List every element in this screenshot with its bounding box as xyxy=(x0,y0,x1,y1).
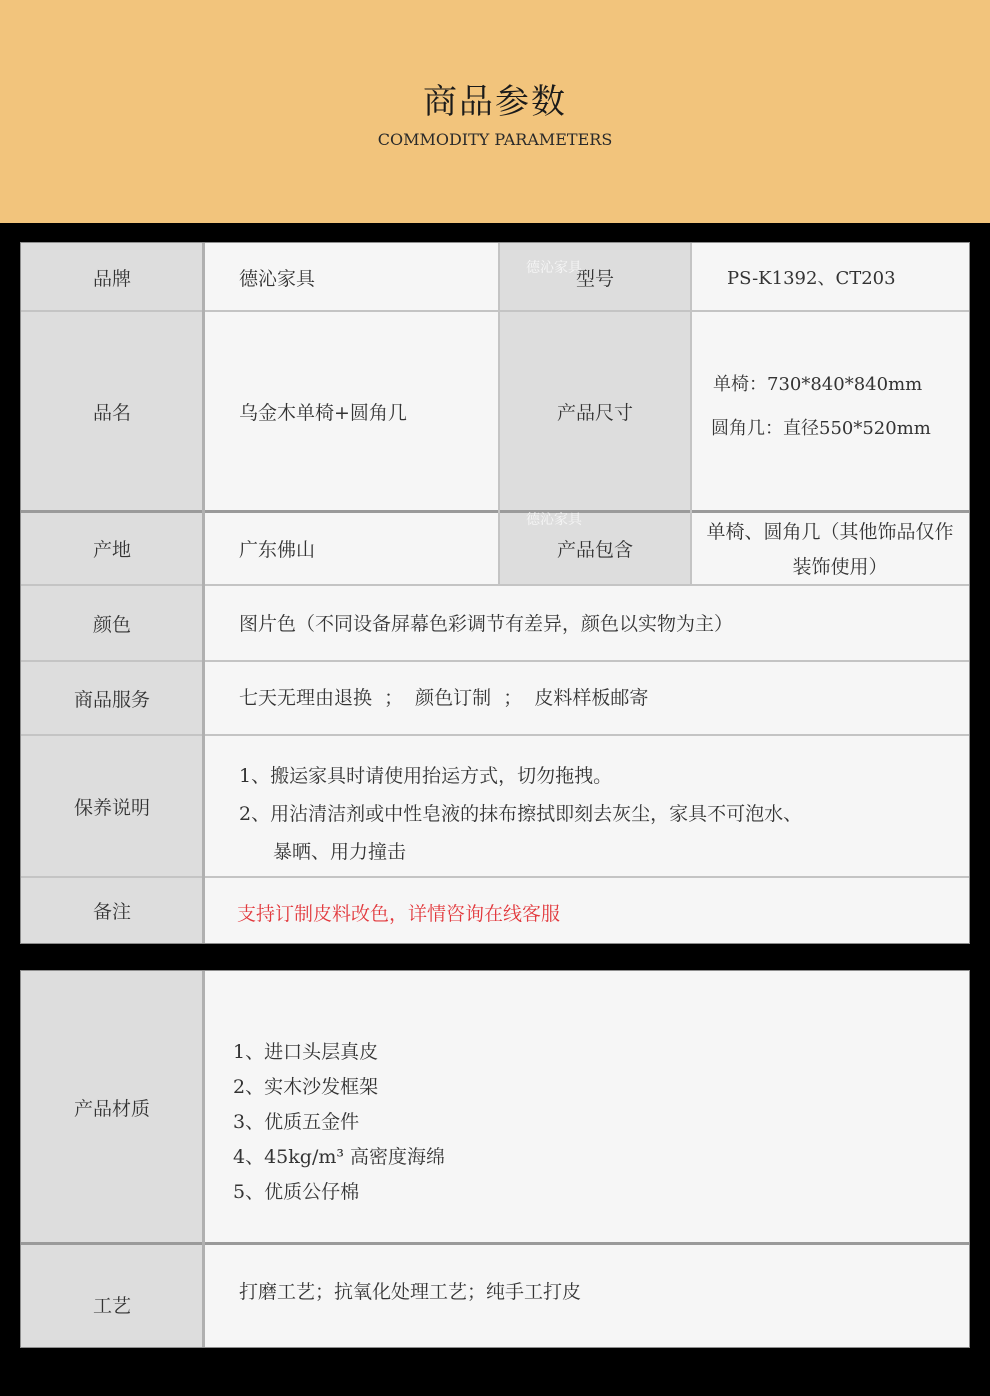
package-line-1: 单椅、圆角几（其他饰品仅作 xyxy=(706,521,954,543)
column-divider xyxy=(202,971,205,1347)
material-list xyxy=(203,971,969,1243)
care-label: 保养说明 xyxy=(21,735,203,877)
craft-label: 工艺 xyxy=(21,1243,203,1347)
row-divider xyxy=(21,876,969,878)
row-divider xyxy=(21,660,969,662)
page-subtitle: COMMODITY PARAMETERS xyxy=(377,130,613,149)
care-line-1: 1、搬运家具时请使用抬运方式，切勿拖拽。 xyxy=(239,765,613,787)
material-label: 产品材质 xyxy=(21,971,203,1243)
row-divider xyxy=(21,584,969,586)
material-item: 2、实木沙发框架 xyxy=(233,1076,379,1098)
color-value: 图片色（不同设备屏幕色彩调节有差异，颜色以实物为主） xyxy=(203,585,969,661)
material-item: 5、优质公仔棉 xyxy=(233,1181,360,1203)
row-divider xyxy=(21,1242,969,1245)
package-label: 产品包含 xyxy=(499,511,691,585)
material-item: 1、进口头层真皮 xyxy=(233,1041,379,1063)
note-value: 支持订制皮料改色，详情咨询在线客服 xyxy=(203,877,969,943)
model-value: PS-K1392、CT203 xyxy=(691,243,969,311)
material-item: 3、优质五金件 xyxy=(233,1111,360,1133)
name-value: 乌金木单椅+圆角几 xyxy=(203,311,499,511)
watermark-text: 德沁家具 xyxy=(526,260,582,276)
origin-label: 产地 xyxy=(21,511,203,585)
size-label: 产品尺寸 xyxy=(499,311,691,511)
parameters-table xyxy=(20,242,970,944)
watermark-text: 德沁家具 xyxy=(526,512,582,528)
note-label: 备注 xyxy=(21,877,203,943)
row-divider xyxy=(21,510,969,513)
craft-value: 打磨工艺；抗氧化处理工艺；纯手工打皮 xyxy=(203,1243,969,1347)
care-line-2: 2、用沾清洁剂或中性皂液的抹布擦拭即刻去灰尘，家具不可泡水、 xyxy=(239,803,803,825)
material-table xyxy=(20,970,970,1348)
model-label: 型号 xyxy=(499,243,691,311)
name-label: 品名 xyxy=(21,311,203,511)
brand-value: 德沁家具 xyxy=(203,243,499,311)
column-divider xyxy=(690,243,692,585)
page-title: 商品参数 xyxy=(423,82,567,122)
origin-value: 广东佛山 xyxy=(203,511,499,585)
material-item: 4、45kg/m³ 高密度海绵 xyxy=(233,1146,446,1168)
care-line-3: 暴晒、用力撞击 xyxy=(273,841,407,863)
row-divider xyxy=(21,310,969,312)
size-line-table: 圆角几：直径550*520mm xyxy=(711,418,931,439)
service-label: 商品服务 xyxy=(21,661,203,735)
size-value xyxy=(691,311,969,511)
service-value: 七天无理由退换 ； 颜色订制 ； 皮料样板邮寄 xyxy=(203,661,969,735)
header-banner xyxy=(0,0,990,223)
column-divider xyxy=(498,243,500,585)
row-divider xyxy=(21,734,969,736)
column-divider xyxy=(202,243,205,943)
package-value xyxy=(691,511,969,585)
care-value xyxy=(203,735,969,877)
size-line-chair: 单椅：730*840*840mm xyxy=(713,374,923,395)
brand-label: 品牌 xyxy=(21,243,203,311)
color-label: 颜色 xyxy=(21,585,203,661)
package-line-2: 装饰使用） xyxy=(792,556,888,578)
